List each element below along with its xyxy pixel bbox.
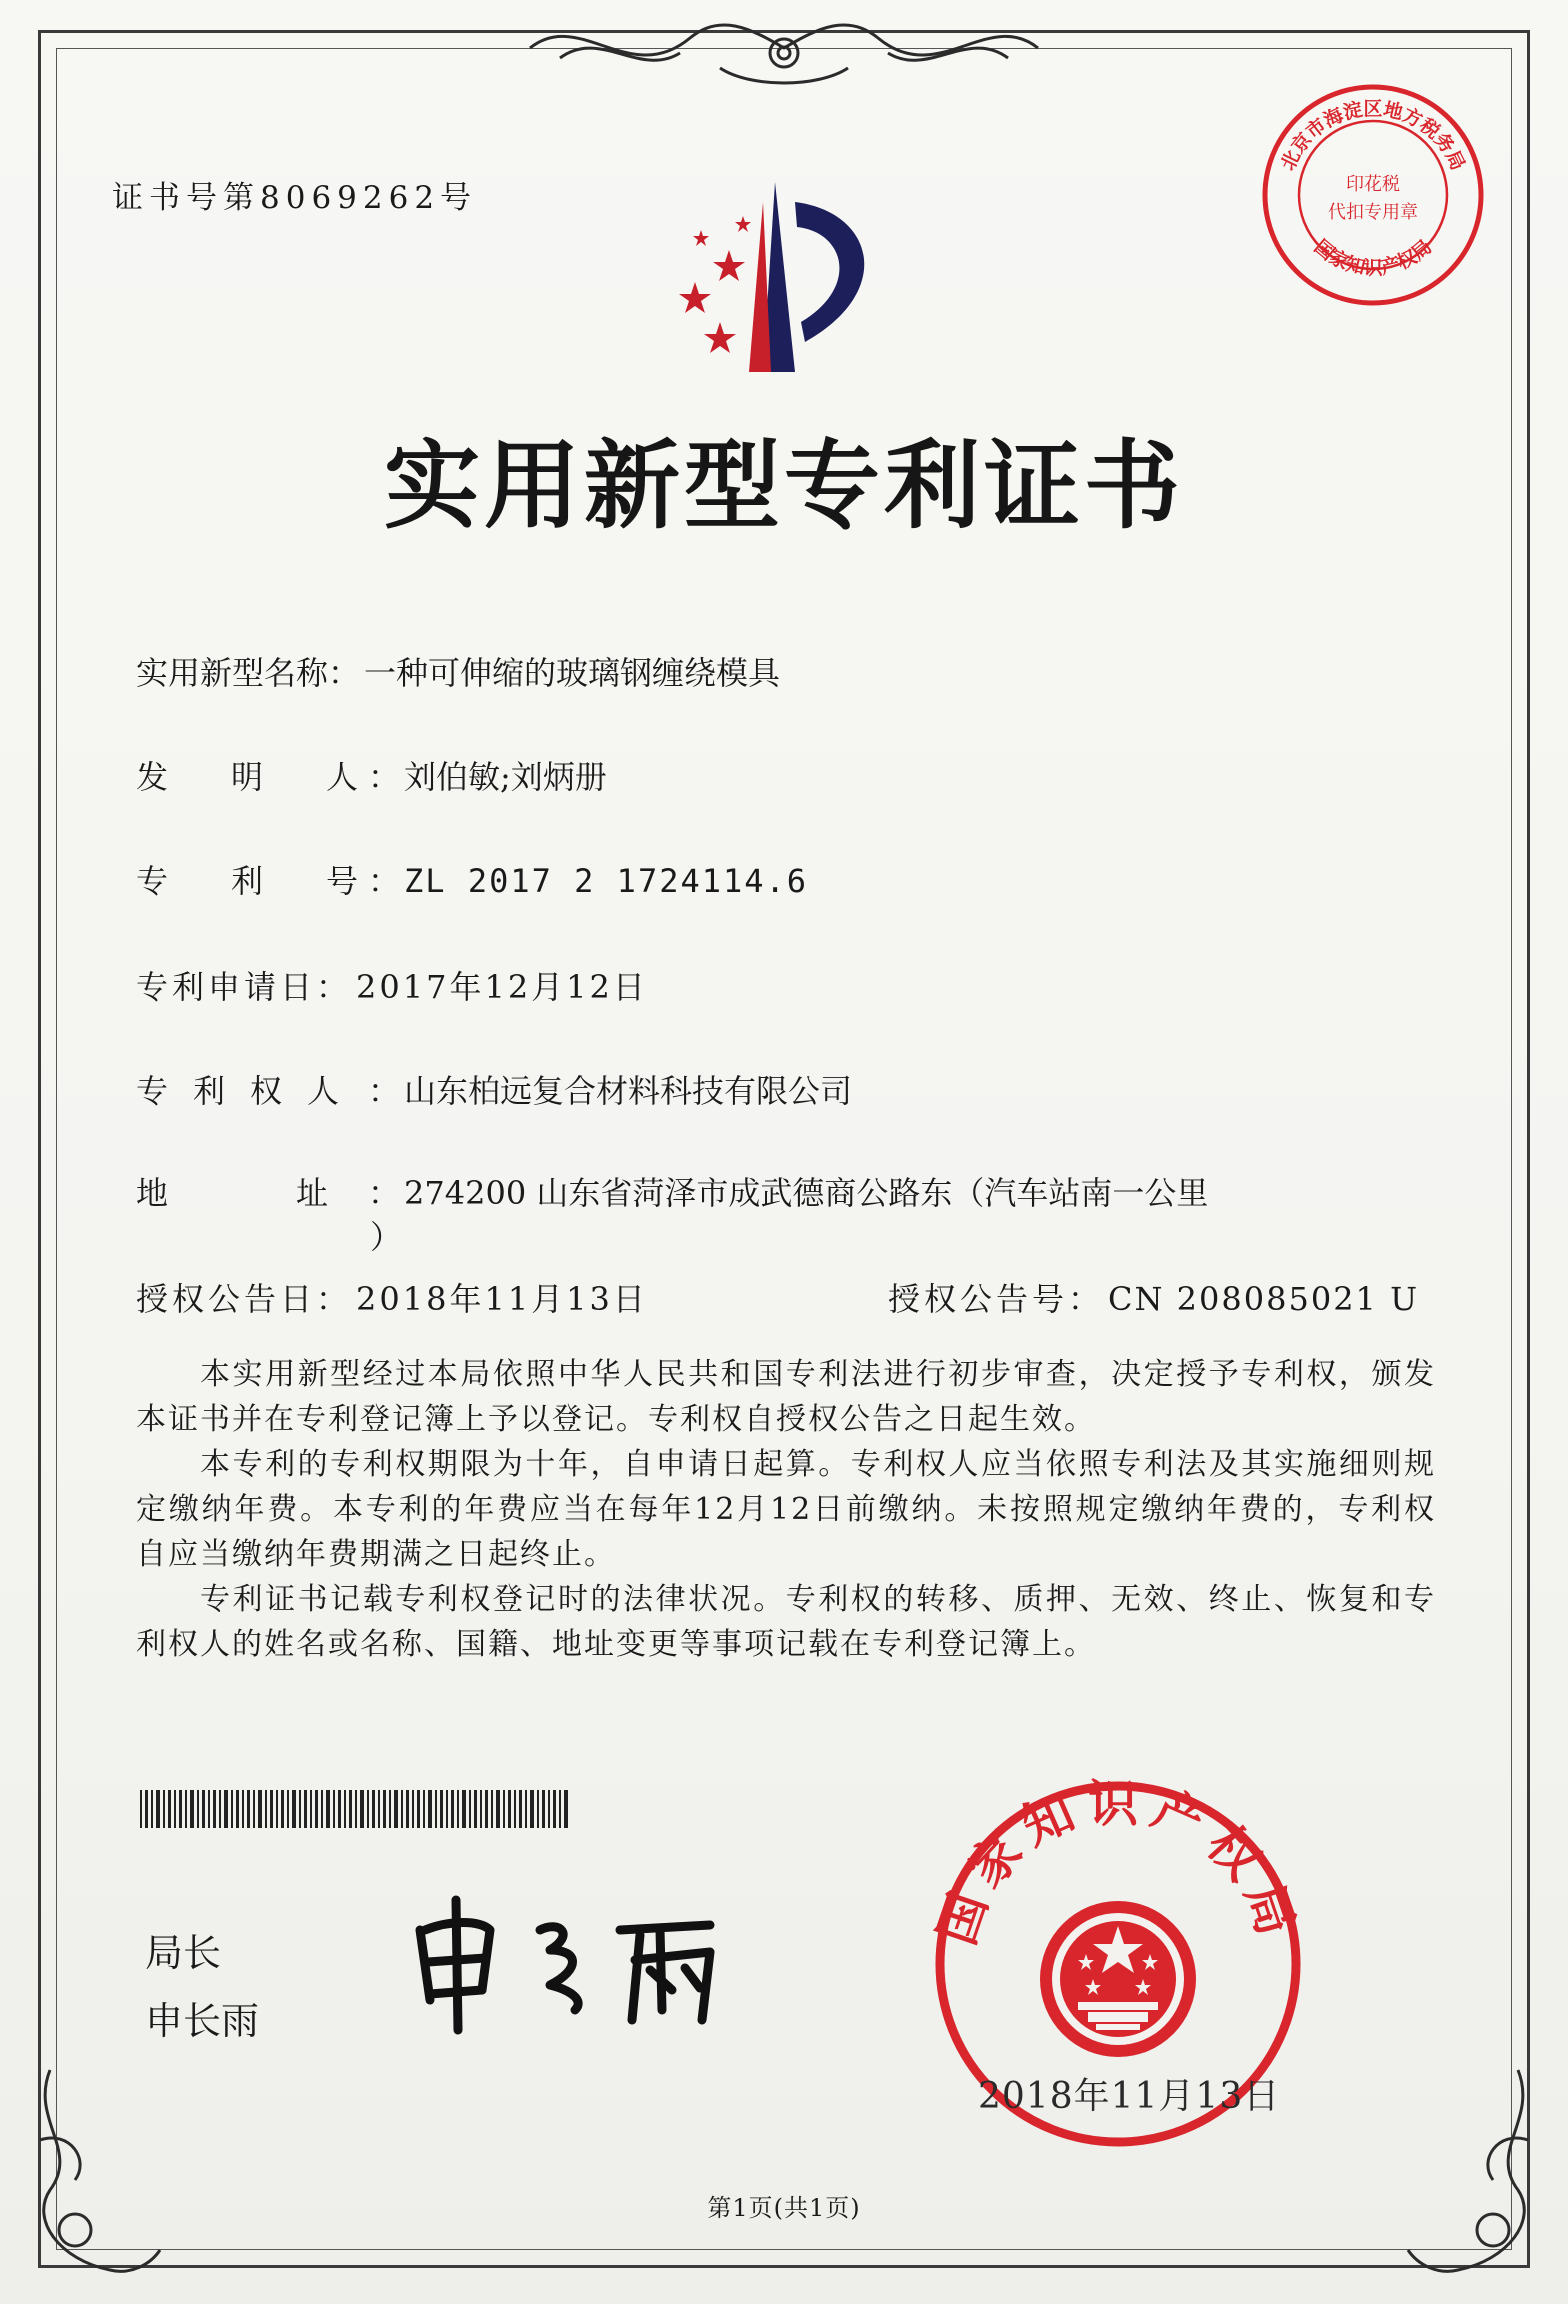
top-ornament — [520, 8, 1048, 98]
field-label: 专 利 号 — [136, 862, 359, 900]
barcode-bar — [440, 1790, 443, 1828]
barcode-bar — [185, 1790, 187, 1828]
barcode-bar — [435, 1790, 437, 1828]
barcode-bar — [406, 1790, 409, 1828]
signatory-title: 局长 — [145, 1931, 222, 1975]
barcode-bar — [530, 1790, 534, 1828]
barcode-bar — [553, 1790, 556, 1828]
barcode-bar — [480, 1790, 482, 1828]
barcode-bar — [372, 1790, 375, 1828]
barcode-bar — [457, 1790, 459, 1828]
barcode-bar — [202, 1790, 205, 1828]
field-value: ZL 2017 2 1724114.6 — [404, 862, 809, 900]
barcode-bar — [355, 1790, 357, 1828]
certificate-statement — [136, 1352, 1436, 1667]
field-value: 2018年11月13日 — [356, 1280, 648, 1318]
barcode-bar — [491, 1790, 493, 1828]
barcode-bar — [333, 1790, 335, 1828]
barcode-bar — [564, 1790, 568, 1828]
field-value: 山东柏远复合材料科技有限公司 — [404, 1072, 853, 1110]
field-value: 刘伯敏;刘炳册 — [404, 758, 607, 796]
barcode-bar — [378, 1790, 380, 1828]
national-emblem-icon — [1040, 1901, 1196, 2057]
barcode-bar — [190, 1790, 194, 1828]
field-label: 授权公告号： — [888, 1280, 1105, 1318]
statement-paragraph: 本专利的专利权期限为十年，自申请日起算。专利权人应当依照专利法及其实施细则规定缴纳年费。本专利的年费应当在每年12月12日前缴纳。未按照规定缴纳年费的，专利权自应当缴纳年费期满之日起终止。 — [136, 1447, 1436, 1572]
barcode-bar — [548, 1790, 550, 1828]
barcode-bar — [394, 1790, 398, 1828]
field-grant-date — [136, 1274, 648, 1320]
field-address-continued: ） — [370, 1218, 403, 1256]
signatory-name: 申长雨 — [145, 1999, 260, 2043]
barcode-bar — [383, 1790, 386, 1828]
barcode-bar — [174, 1790, 176, 1828]
barcode-bar — [253, 1790, 255, 1828]
seal-date: 2018年11月13日 — [978, 2076, 1281, 2117]
field-utility-model-name — [136, 648, 780, 694]
field-label: 专 利 权 人 — [136, 1072, 340, 1110]
barcode-bar — [163, 1790, 165, 1828]
statement-paragraph: 专利证书记载专利权登记时的法律状况。专利权的转移、质押、无效、终止、恢复和专利权人的姓名或名称、国籍、地址变更等事项记载在专利登记簿上。 — [136, 1582, 1436, 1662]
barcode-bar — [270, 1790, 273, 1828]
barcode-bar — [231, 1790, 233, 1828]
barcode-bar — [219, 1790, 221, 1828]
barcode-bar — [156, 1790, 160, 1828]
statement-paragraph: 本实用新型经过本局依照中华人民共和国专利法进行初步审查，决定授予专利权，颁发本证书并在专利登记簿上予以登记。专利权自授权公告之日起生效。 — [136, 1357, 1436, 1437]
barcode-bar — [197, 1790, 199, 1828]
svg-text:国家知识产权局 — [1310, 236, 1436, 279]
page-number: 第1页(共1页) — [707, 2194, 861, 2222]
bottom-left-ornament — [20, 2060, 170, 2290]
barcode-bar — [423, 1790, 425, 1828]
field-patent-owner: 专 利 权 人 ： 山东柏远复合材料科技有限公司 — [136, 1066, 852, 1112]
certificate-title: 实用新型专利证书 — [384, 429, 1184, 542]
tax-seal-bottom-text: 国家知识产权局 — [1309, 235, 1437, 279]
barcode-bar — [292, 1790, 296, 1828]
field-grant-number — [888, 1274, 1419, 1320]
tax-seal-center-line1: 印花税 — [1346, 174, 1400, 195]
barcode-bar — [360, 1790, 364, 1828]
barcode-bar — [338, 1790, 341, 1828]
barcode-bar — [519, 1790, 522, 1828]
handwritten-signature — [410, 1890, 790, 2040]
field-label: 地 址 — [136, 1174, 329, 1212]
field-address: 地 址 ： 274200 山东省菏泽市成武德商公路东（汽车站南一公里 — [136, 1168, 1208, 1214]
field-value: 2017年12月12日 — [356, 968, 648, 1006]
tax-seal-center-line2: 代扣专用章 — [1328, 202, 1418, 223]
field-patent-number: 专 利 号 ： ZL 2017 2 1724114.6 — [136, 856, 808, 902]
barcode-bar — [474, 1790, 477, 1828]
main-seal-ring-text: 国家知识产权局 — [928, 1775, 1308, 1952]
barcode-bar — [281, 1790, 284, 1828]
barcode-bar — [276, 1790, 278, 1828]
barcode-bar — [508, 1790, 511, 1828]
field-label: 发 明 人 — [136, 758, 359, 796]
barcode-bar — [428, 1790, 432, 1828]
barcode-bar — [287, 1790, 289, 1828]
certificate-number: 证书号第8069262号 — [112, 180, 478, 216]
field-value: 一种可伸缩的玻璃钢缠绕模具 — [364, 654, 781, 692]
barcode-bar — [496, 1790, 500, 1828]
barcode — [140, 1790, 572, 1828]
tax-seal-ring-text: 北京市海淀区地方税务局 — [1277, 97, 1469, 174]
barcode-bar — [304, 1790, 307, 1828]
barcode-bar — [168, 1790, 171, 1828]
barcode-bar — [326, 1790, 330, 1828]
barcode-bar — [213, 1790, 216, 1828]
barcode-bar — [503, 1790, 505, 1828]
field-application-date — [136, 962, 648, 1008]
barcode-bar — [542, 1790, 545, 1828]
barcode-bar — [179, 1790, 182, 1828]
tax-stamp-seal — [1258, 80, 1488, 310]
field-value: 274200 山东省菏泽市成武德商公路东（汽车站南一公里 — [404, 1174, 1209, 1212]
barcode-bar — [140, 1790, 142, 1828]
barcode-bar — [258, 1790, 262, 1828]
bottom-right-ornament — [1398, 2060, 1548, 2290]
field-inventor: 发 明 人 ： 刘伯敏;刘炳册 — [136, 752, 607, 798]
barcode-bar — [344, 1790, 346, 1828]
barcode-bar — [299, 1790, 301, 1828]
field-value: CN 208085021 U — [1108, 1280, 1420, 1318]
barcode-bar — [224, 1790, 228, 1828]
barcode-bar — [514, 1790, 516, 1828]
barcode-bar — [242, 1790, 244, 1828]
barcode-bar — [446, 1790, 448, 1828]
barcode-bar — [208, 1790, 210, 1828]
barcode-bar — [265, 1790, 267, 1828]
patent-office-logo — [645, 172, 915, 382]
barcode-bar — [559, 1790, 561, 1828]
barcode-bar — [310, 1790, 312, 1828]
field-label: 授权公告日： — [136, 1280, 353, 1318]
barcode-bar — [236, 1790, 239, 1828]
field-label: 实用新型名称： — [136, 654, 361, 692]
barcode-bar — [247, 1790, 250, 1828]
barcode-bar — [367, 1790, 369, 1828]
barcode-bar — [401, 1790, 403, 1828]
barcode-bar — [485, 1790, 488, 1828]
barcode-bar — [145, 1790, 148, 1828]
barcode-bar — [321, 1790, 323, 1828]
barcode-bar — [525, 1790, 527, 1828]
barcode-bar — [462, 1790, 466, 1828]
barcode-bar — [349, 1790, 352, 1828]
barcode-bar — [412, 1790, 414, 1828]
field-label: 专利申请日： — [136, 968, 353, 1006]
barcode-bar — [417, 1790, 420, 1828]
barcode-bar — [451, 1790, 454, 1828]
barcode-bar — [315, 1790, 318, 1828]
barcode-bar — [537, 1790, 539, 1828]
barcode-bar — [151, 1790, 153, 1828]
barcode-bar — [389, 1790, 391, 1828]
barcode-bar — [469, 1790, 471, 1828]
